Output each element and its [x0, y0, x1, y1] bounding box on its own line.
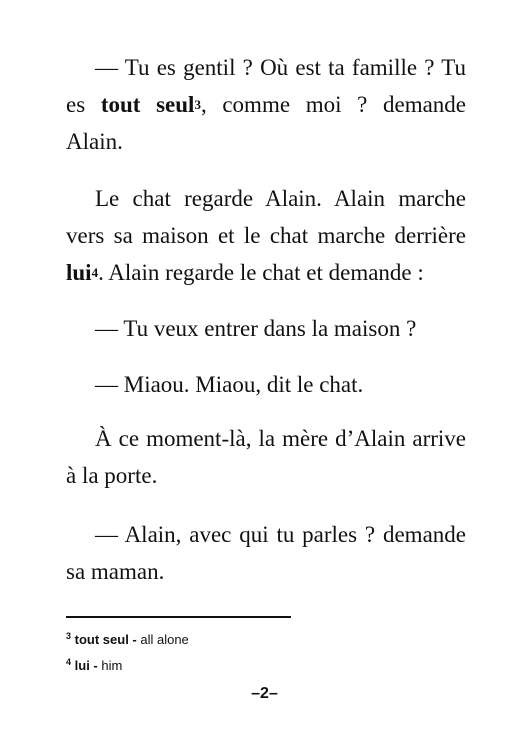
paragraph-2-text-before: Le chat regarde Alain. Alain marche vers sa maison et le chat marche derrière	[66, 186, 466, 248]
paragraph-2	[66, 180, 466, 291]
page-number: –2–	[251, 685, 278, 702]
vocab-term-tout-seul: tout seul	[100, 92, 195, 117]
footnote-ref-3: 3	[194, 97, 201, 112]
paragraph-5: À ce moment-là, la mère d’Alain arrive à la porte.	[66, 426, 466, 488]
footnote-ref-4: 4	[91, 265, 99, 280]
paragraph-1	[66, 49, 466, 160]
footnote-separator	[66, 616, 291, 618]
footnote-4-gloss: him	[97, 658, 123, 673]
paragraph-2-text-after: . Alain regarde le chat et demande :	[98, 260, 424, 285]
paragraph-3: — Tu veux entrer dans la maison ?	[95, 316, 417, 341]
paragraph-4: — Miaou. Miaou, dit le chat.	[95, 372, 364, 397]
footnote-3	[66, 628, 189, 648]
footnote-3-number: 3	[66, 631, 72, 641]
footnote-3-term: tout seul -	[74, 632, 137, 647]
vocab-term-lui: lui	[66, 260, 92, 285]
footnote-4	[66, 654, 122, 674]
footnote-4-term: lui -	[74, 658, 98, 673]
paragraph-1-text-before: — Tu es gentil ? Où est ta famille ? Tu es	[66, 55, 466, 117]
footnote-4-number: 4	[66, 657, 72, 667]
paragraph-1-text-after: , comme moi ? demande Alain.	[66, 92, 467, 154]
footnote-3-gloss: all alone	[136, 632, 189, 647]
paragraph-6: — Alain, avec qui tu parles ? demande sa maman.	[66, 522, 466, 584]
